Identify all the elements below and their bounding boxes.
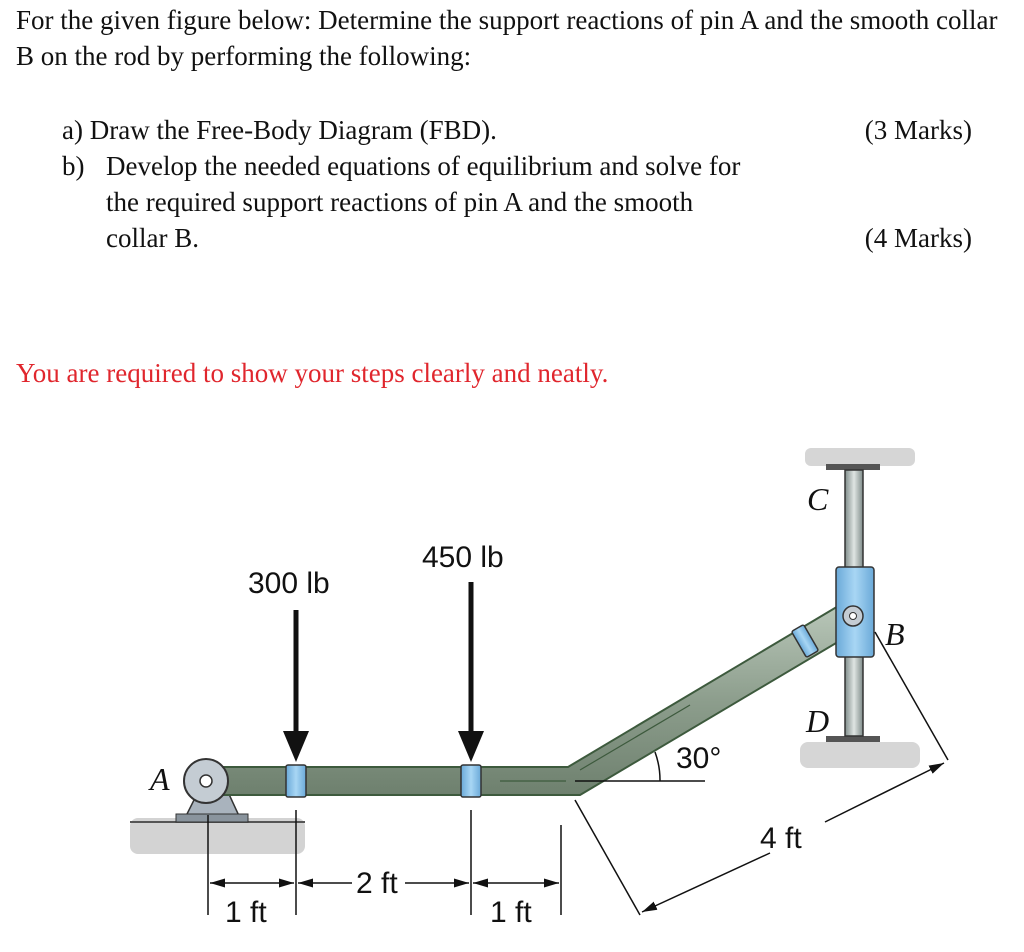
part-b-label: b) xyxy=(62,151,85,181)
label-a: A xyxy=(150,761,170,797)
load-label-300: 300 lb xyxy=(248,567,330,600)
label-c: C xyxy=(807,481,829,517)
collar-2 xyxy=(461,765,481,797)
part-a-label: a) xyxy=(62,115,83,145)
part-b-text-line-3: collar B. xyxy=(106,223,199,253)
dim-label-2ft: 2 ft xyxy=(356,867,398,900)
load-arrow-450 xyxy=(458,582,484,762)
instruction-text: You are required to show your steps clearly and neatly. xyxy=(16,358,609,388)
floor-d xyxy=(800,736,920,768)
ceiling-c xyxy=(805,448,915,470)
collar-1 xyxy=(286,765,306,797)
dim-label-1ft-right: 1 ft xyxy=(490,896,532,929)
part-a xyxy=(62,112,497,148)
part-b-text-line-1: Develop the needed equations of equilibrium and solve for xyxy=(106,151,741,181)
rod-figure xyxy=(0,420,1024,952)
ground-a xyxy=(130,818,305,854)
label-b: B xyxy=(885,616,905,652)
dim-label-4ft: 4 ft xyxy=(760,822,802,855)
smooth-collar-b xyxy=(836,567,874,657)
question-intro: For the given figure below: Determine the support reactions of pin A and the smooth collar B on the rod by performing the following: xyxy=(16,5,998,71)
load-label-450: 450 lb xyxy=(422,541,504,574)
label-d: D xyxy=(806,703,830,739)
load-arrow-300 xyxy=(283,610,309,762)
angle-label: 30° xyxy=(676,742,722,775)
pin-a xyxy=(184,759,228,803)
dim-label-1ft-left: 1 ft xyxy=(225,896,267,929)
part-b-text-line-2: the required support reactions of pin A and the smooth xyxy=(106,187,694,217)
part-b-marks: (4 Marks) xyxy=(864,223,972,253)
part-a-text: Draw the Free-Body Diagram (FBD). xyxy=(89,115,497,145)
part-a-marks: (3 Marks) xyxy=(864,115,972,145)
